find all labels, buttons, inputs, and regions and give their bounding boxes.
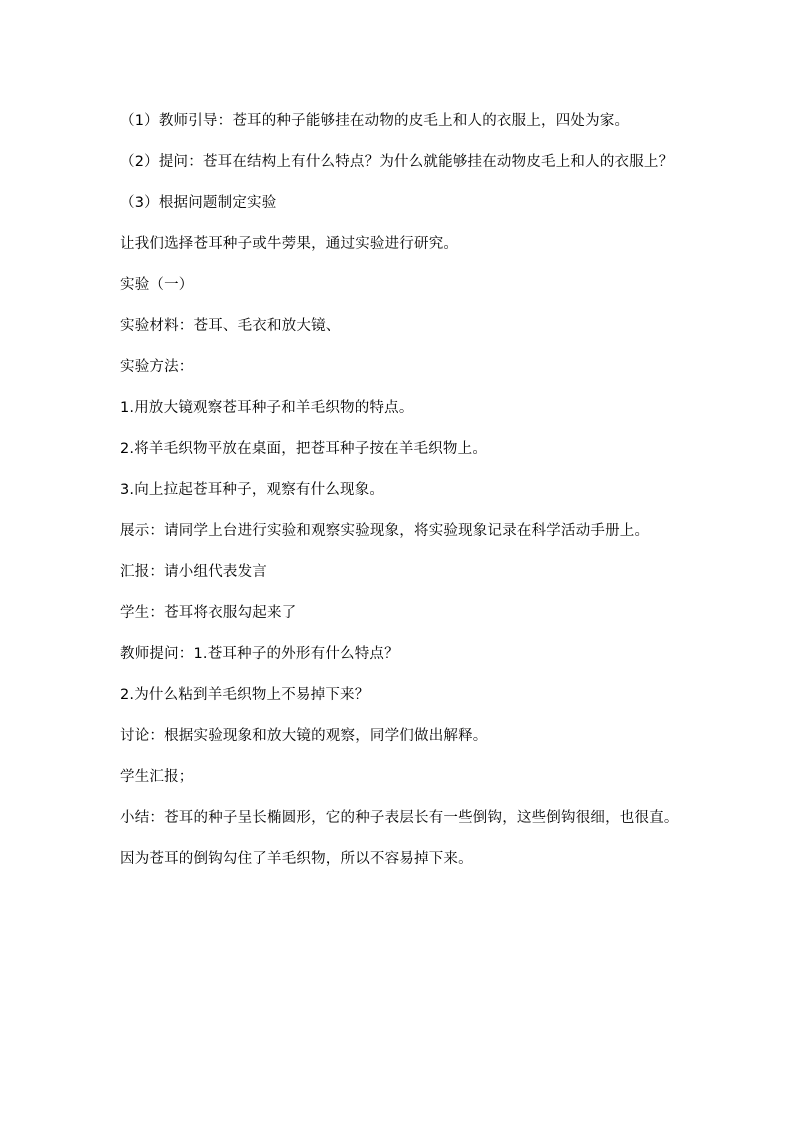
paragraph-display: 展示：请同学上台进行实验和观察实验现象，将实验现象记录在科学活动手册上。 bbox=[120, 523, 650, 539]
paragraph-teacher-question-2: 2.为什么粘到羊毛织物上不易掉下来？ bbox=[120, 687, 370, 703]
paragraph-step-1: 1.用放大镜观察苍耳种子和羊毛织物的特点。 bbox=[120, 400, 414, 416]
paragraph-question: （2）提问：苍耳在结构上有什么特点？为什么就能够挂在动物皮毛上和人的衣服上？ bbox=[120, 154, 674, 170]
paragraph-choose-seed: 让我们选择苍耳种子或牛蒡果，通过实验进行研究。 bbox=[120, 236, 459, 252]
document-body bbox=[120, 101, 680, 880]
paragraph-report: 汇报：请小组代表发言 bbox=[120, 564, 267, 580]
paragraph-plan-experiment: （3）根据问题制定实验 bbox=[120, 195, 277, 211]
paragraph-student: 学生：苍耳将衣服勾起来了 bbox=[120, 605, 297, 621]
paragraph-step-2: 2.将羊毛织物平放在桌面，把苍耳种子按在羊毛织物上。 bbox=[120, 441, 488, 457]
paragraph-summary: 小结：苍耳的种子呈长椭圆形，它的种子表层长有一些倒钩，这些倒钩很细，也很直。 bbox=[120, 810, 679, 826]
paragraph-conclusion: 因为苍耳的倒钩勾住了羊毛织物，所以不容易掉下来。 bbox=[120, 851, 473, 867]
paragraph-teacher-question-1: 教师提问：1.苍耳种子的外形有什么特点？ bbox=[120, 646, 399, 662]
paragraph-student-report: 学生汇报； bbox=[120, 769, 194, 785]
paragraph-discussion: 讨论：根据实验现象和放大镜的观察，同学们做出解释。 bbox=[120, 728, 488, 744]
paragraph-experiment-title: 实验（一） bbox=[120, 277, 194, 293]
paragraph-method-heading: 实验方法： bbox=[120, 359, 194, 375]
paragraph-teacher-guide: （1）教师引导：苍耳的种子能够挂在动物的皮毛上和人的衣服上，四处为家。 bbox=[120, 113, 630, 129]
paragraph-materials: 实验材料：苍耳、毛衣和放大镜、 bbox=[120, 318, 341, 334]
paragraph-step-3: 3.向上拉起苍耳种子，观察有什么现象。 bbox=[120, 482, 385, 498]
